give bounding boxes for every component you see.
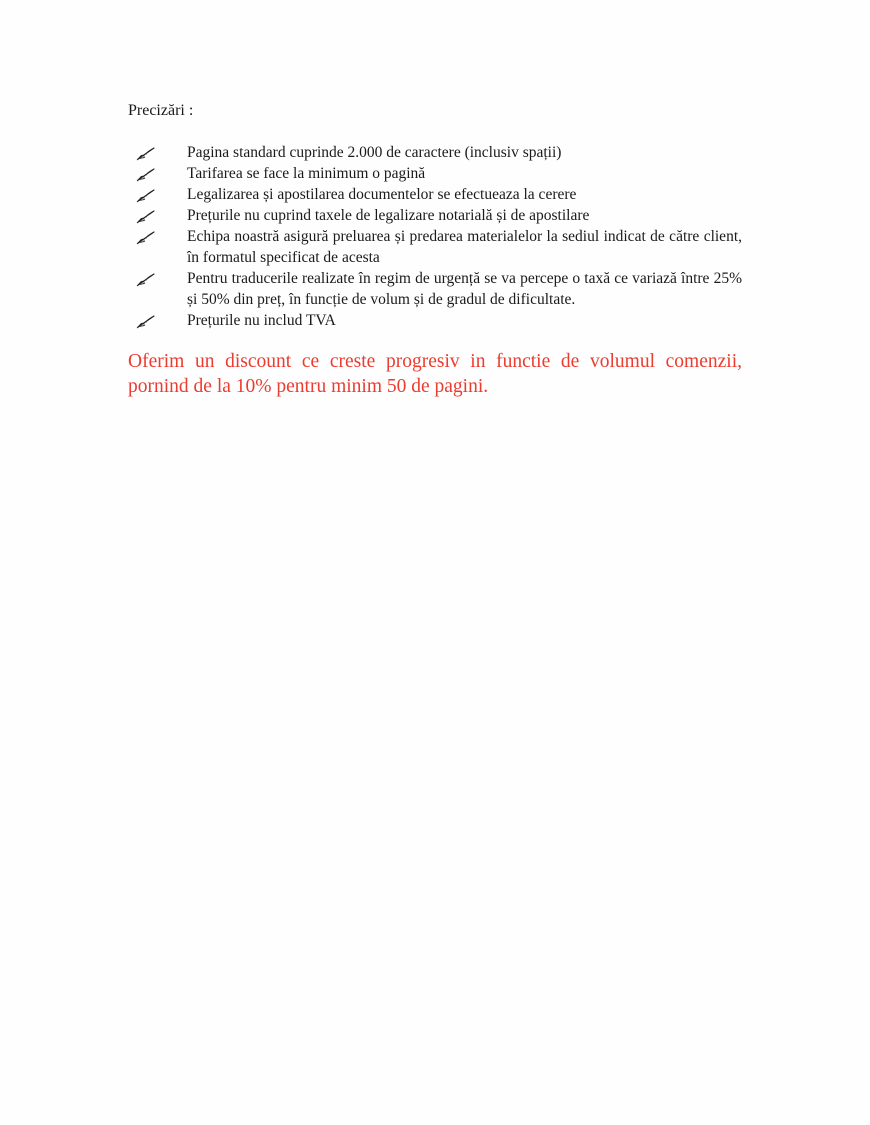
writing-hand-icon xyxy=(136,166,156,182)
note-text: Prețurile nu cuprind taxele de legalizare notarială și de apostilare xyxy=(187,207,590,224)
note-text: Echipa noastră asigură preluarea și predarea materialelor la sediul indicat de către client, în formatul specificat de acesta xyxy=(187,228,742,266)
note-text: Pentru traducerile realizate în regim de urgență se va percepe o taxă ce variază între 25% și 50% din preț, în funcție de volum și de gradul de dificultate. xyxy=(187,270,742,308)
discount-notice: Oferim un discount ce creste progresiv in functie de volumul comenzii, pornind de la 10% pentru minim 50 de pagini. xyxy=(128,351,742,397)
writing-hand-icon xyxy=(136,187,156,203)
writing-hand-icon xyxy=(136,208,156,224)
list-item xyxy=(128,163,742,184)
note-text: Legalizarea și apostilarea documentelor se efectueaza la cerere xyxy=(187,186,577,203)
list-item xyxy=(128,310,742,331)
writing-hand-icon xyxy=(136,313,156,329)
writing-hand-icon xyxy=(136,229,156,245)
list-item xyxy=(128,268,742,310)
list-item xyxy=(128,205,742,226)
section-heading: Precizări : xyxy=(128,102,194,119)
note-text: Tarifarea se face la minimum o pagină xyxy=(187,165,426,182)
note-text: Prețurile nu includ TVA xyxy=(187,312,336,329)
writing-hand-icon xyxy=(136,145,156,161)
writing-hand-icon xyxy=(136,271,156,287)
note-text: Pagina standard cuprinde 2.000 de caractere (inclusiv spații) xyxy=(187,144,562,161)
list-item xyxy=(128,226,742,268)
notes-list xyxy=(128,142,742,331)
list-item xyxy=(128,142,742,163)
list-item xyxy=(128,184,742,205)
